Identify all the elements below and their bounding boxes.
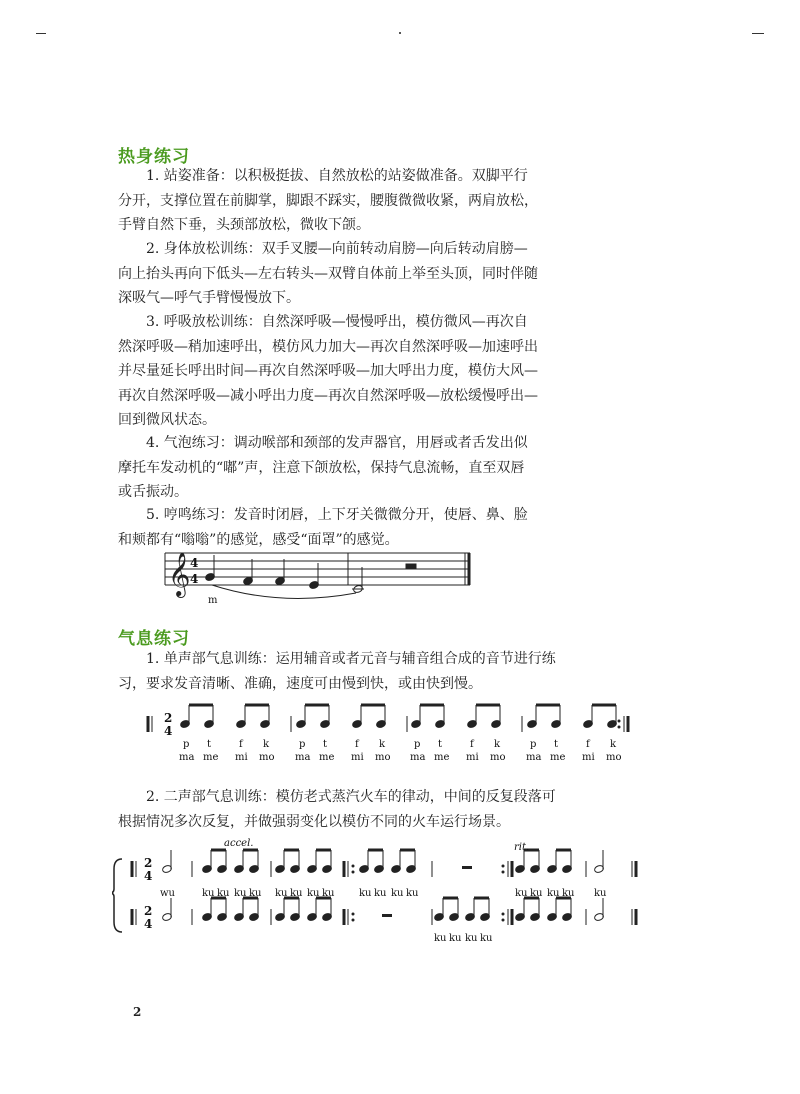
repeat-dot xyxy=(352,865,355,868)
score-humming xyxy=(150,545,480,615)
syllable-label: ma xyxy=(179,752,195,763)
syllable-label: ma xyxy=(295,752,311,763)
consonant-label: p xyxy=(183,739,190,750)
score-single-part xyxy=(140,700,660,770)
syllable-label: mi xyxy=(582,752,595,763)
consonant-label: k xyxy=(379,739,386,750)
syllable-label: mi xyxy=(351,752,364,763)
syllable-label: me xyxy=(319,752,335,763)
lyric-ku: ku xyxy=(562,888,575,899)
syllable-label: mo xyxy=(375,752,391,763)
repeat-dot xyxy=(352,919,355,922)
consonant-label: k xyxy=(610,739,617,750)
repeat-dot xyxy=(502,871,505,874)
syllable-label: mi xyxy=(466,752,479,763)
lyric-ku: ku xyxy=(374,888,387,899)
syllable-label: ma xyxy=(526,752,542,763)
consonant-label: k xyxy=(494,739,501,750)
brace xyxy=(112,859,122,932)
repeat-dot xyxy=(502,865,505,868)
lyric-ku: ku xyxy=(322,888,335,899)
lyric-ku: ku xyxy=(547,888,560,899)
consonant-label: f xyxy=(470,739,474,750)
lyric-ku: ku xyxy=(275,888,288,899)
repeat-dot xyxy=(618,726,621,729)
half-rest xyxy=(382,914,392,917)
syllable-label: mo xyxy=(606,752,622,763)
consonant-label: p xyxy=(299,739,306,750)
warmup-item-1: 1. 站姿准备：以积极挺拔、自然放松的站姿做准备。双脚平行分开，支撑位置在前脚掌，脚跟不踩实，腰腹微微收紧，两肩放松，手臂自然下垂，头颈部放松，微收下颌。 xyxy=(118,168,538,233)
crop-mark-left xyxy=(36,33,46,34)
consonant-label: f xyxy=(239,739,243,750)
time-sig-bottom: 4 xyxy=(164,724,173,738)
syllable-label: me xyxy=(550,752,566,763)
syllable-label: me xyxy=(203,752,219,763)
lyric-ku: ku xyxy=(359,888,372,899)
lyric-ku: ku xyxy=(449,933,462,944)
breath-item-1: 1. 单声部气息训练：运用辅音或者元音与辅音组合成的音节进行练习，要求发音清晰、准确，速度可由慢到快，或由快到慢。 xyxy=(118,651,556,692)
consonant-label: f xyxy=(586,739,590,750)
time-sig-bottom: 4 xyxy=(144,917,153,931)
syllable-label: me xyxy=(434,752,450,763)
warmup-item-5: 5. 哼鸣练习：发音时闭唇，上下牙关微微分开，使唇、鼻、脸和颊都有“嗡嗡”的感觉，感受“面罩”的感觉。 xyxy=(118,507,528,548)
consonant-label: t xyxy=(438,739,443,750)
crop-mark-right xyxy=(752,33,764,34)
section-title-warmup: 热身练习 xyxy=(118,147,190,167)
repeat-dot xyxy=(352,913,355,916)
syllable-label: mi xyxy=(235,752,248,763)
lyric-ku: ku xyxy=(465,933,478,944)
lyric-ku: ku xyxy=(234,888,247,899)
consonant-label: t xyxy=(207,739,212,750)
warmup-item-4: 4. 气泡练习：调动喉部和颈部的发声器官，用唇或者舌发出似摩托车发动机的“嘟”声，注意下颌放松，保持气息流畅，直至双唇或舌振动。 xyxy=(118,435,528,500)
lyric-ku: ku xyxy=(307,888,320,899)
half-rest xyxy=(462,866,472,869)
lyric-ku: ku xyxy=(290,888,303,899)
time-sig-top: 2 xyxy=(144,856,153,870)
section-title-breath: 气息练习 xyxy=(118,629,190,649)
treble-clef-icon: 𝄞 xyxy=(168,552,191,596)
lyric-ku: ku xyxy=(217,888,230,899)
syllable-label: mo xyxy=(490,752,506,763)
tempo-rit: rit. xyxy=(514,842,530,853)
warmup-item-3: 3. 呼吸放松训练：自然深呼吸—慢慢呼出，模仿微风—再次自然深呼吸—稍加速呼出，模仿风力加大—再次自然深呼吸—加速呼出并尽量延长呼出时间—再次自然深呼吸—加大呼出力度，模仿大风—再次自然深呼吸—减小呼出力度—再次自然深呼吸—放松缓慢呼出—回到微风状态。 xyxy=(118,314,538,428)
consonant-label: p xyxy=(530,739,537,750)
time-sig-top: 4 xyxy=(190,556,199,570)
lyric-ku: ku xyxy=(594,888,607,899)
consonant-label: k xyxy=(263,739,270,750)
score-two-part xyxy=(112,834,672,944)
tempo-accel: accel. xyxy=(224,838,254,849)
breath-item-2: 2. 二声部气息训练：模仿老式蒸汽火车的律动，中间的反复段落可根据情况多次反复，并做强弱变化以模仿不同的火车运行场景。 xyxy=(118,789,556,830)
lyric-ku: ku xyxy=(406,888,419,899)
lyric-ku: ku xyxy=(202,888,215,899)
repeat-dot xyxy=(502,919,505,922)
consonant-label: t xyxy=(323,739,328,750)
time-sig-bottom: 4 xyxy=(144,869,153,883)
crop-mark-center xyxy=(399,32,401,34)
lyric-wu: wu xyxy=(160,888,175,899)
consonant-label: f xyxy=(355,739,359,750)
lyric-ku: ku xyxy=(480,933,493,944)
consonant-label: t xyxy=(554,739,559,750)
time-sig-top: 2 xyxy=(164,711,173,725)
time-sig-top: 2 xyxy=(144,904,153,918)
repeat-dot xyxy=(618,720,621,723)
humming-syllable: m xyxy=(208,595,218,606)
lyric-ku: ku xyxy=(515,888,528,899)
lyric-ku: ku xyxy=(434,933,447,944)
lyric-ku: ku xyxy=(530,888,543,899)
syllable-label: ma xyxy=(410,752,426,763)
repeat-dot xyxy=(502,913,505,916)
consonant-label: p xyxy=(414,739,421,750)
page-number: 2 xyxy=(133,1005,142,1019)
syllable-label: mo xyxy=(259,752,275,763)
time-sig-bottom: 4 xyxy=(190,572,199,586)
lyric-ku: ku xyxy=(391,888,404,899)
warmup-item-2: 2. 身体放松训练：双手叉腰—向前转动肩膀—向后转动肩膀—向上抬头再向下低头—左右转头—双臂自体前上举至头顶，同时伴随深吸气—呼气手臂慢慢放下。 xyxy=(118,241,538,306)
repeat-dot xyxy=(352,871,355,874)
lyric-ku: ku xyxy=(249,888,262,899)
